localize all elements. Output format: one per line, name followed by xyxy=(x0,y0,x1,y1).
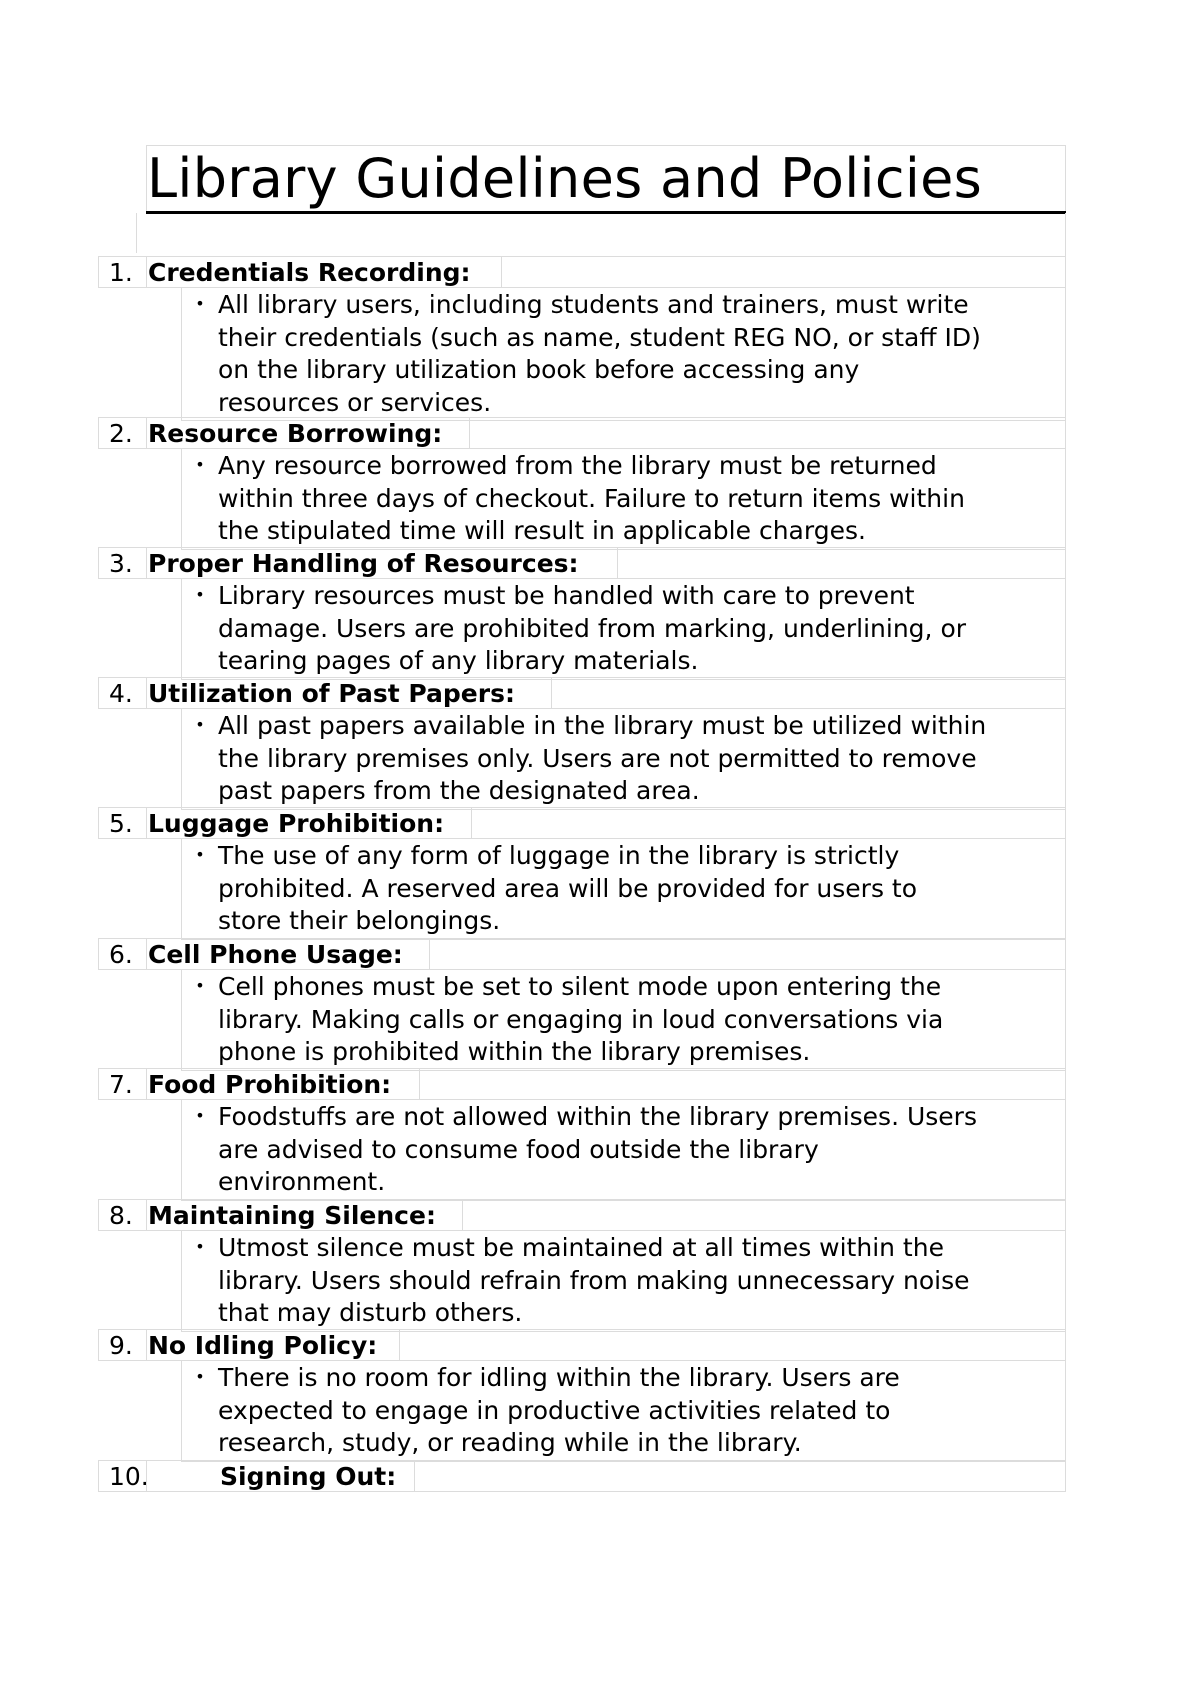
item-text: Utmost silence must be maintained at all times within the library. Users should refrain from making unnecessary noise that may disturb others. xyxy=(218,1233,970,1327)
item-heading: No Idling Policy: xyxy=(148,1331,378,1360)
list-item xyxy=(98,1199,1066,1332)
list-item xyxy=(98,1068,1066,1201)
list-item xyxy=(98,547,1066,680)
item-text: There is no room for idling within the library. Users are expected to engage in productive activities related to research, study, or reading while in the library. xyxy=(218,1363,900,1457)
bullet-icon: • xyxy=(195,845,205,864)
item-number: 4. xyxy=(109,679,133,708)
item-heading-row xyxy=(98,938,1066,970)
item-heading-row xyxy=(98,1460,1066,1492)
item-text: All library users, including students and trainers, must write their credentials (such as name, student REG NO, or staff ID) on the library utilization book before accessing any resources or services. xyxy=(218,290,981,417)
page-title: Library Guidelines and Policies xyxy=(147,147,983,210)
item-heading: Maintaining Silence: xyxy=(148,1201,436,1230)
item-heading: Signing Out: xyxy=(220,1462,397,1491)
item-body-row xyxy=(181,449,1066,550)
item-text: Cell phones must be set to silent mode upon entering the library. Making calls or engaging in loud conversations via phone is prohibited within the library premises. xyxy=(218,972,944,1066)
item-text: Foodstuffs are not allowed within the library premises. Users are advised to consume food outside the library environment. xyxy=(218,1102,977,1196)
item-heading-row xyxy=(98,1199,1066,1231)
item-text: The use of any form of luggage in the library is strictly prohibited. A reserved area will be provided for users to store their belongings. xyxy=(218,841,918,935)
item-number: 7. xyxy=(109,1070,133,1099)
item-heading: Utilization of Past Papers: xyxy=(148,679,515,708)
item-heading-row xyxy=(98,677,1066,709)
item-heading: Resource Borrowing: xyxy=(148,419,443,448)
item-number: 2. xyxy=(109,419,133,448)
item-number: 10. xyxy=(109,1462,149,1491)
bullet-icon: • xyxy=(195,715,205,734)
item-number: 9. xyxy=(109,1331,133,1360)
list-item xyxy=(98,807,1066,940)
item-heading: Credentials Recording: xyxy=(148,258,471,287)
item-number: 3. xyxy=(109,549,133,578)
item-body-row xyxy=(181,1231,1066,1332)
item-text: All past papers available in the library must be utilized within the library premises only. Users are not permitted to remove past papers from the designated area. xyxy=(218,711,987,805)
bullet-icon: • xyxy=(195,1106,205,1125)
item-text: Library resources must be handled with care to prevent damage. Users are prohibited from marking, underlining, or tearing pages of any library materials. xyxy=(218,581,967,675)
list-item xyxy=(98,256,1066,421)
item-body-row xyxy=(181,1100,1066,1201)
item-heading-row xyxy=(98,1068,1066,1100)
item-heading: Food Prohibition: xyxy=(148,1070,392,1099)
list-item xyxy=(98,677,1066,810)
title-box xyxy=(146,145,1066,213)
item-heading-row xyxy=(98,807,1066,839)
empty-paragraph-box xyxy=(136,213,1066,257)
item-body-row xyxy=(181,1361,1066,1462)
bullet-icon: • xyxy=(195,294,205,313)
item-heading-row xyxy=(98,256,1066,288)
item-body-row xyxy=(181,709,1066,810)
item-heading: Cell Phone Usage: xyxy=(148,940,403,969)
item-number: 8. xyxy=(109,1201,133,1230)
item-number: 6. xyxy=(109,940,133,969)
bullet-icon: • xyxy=(195,1367,205,1386)
item-heading: Luggage Prohibition: xyxy=(148,809,445,838)
item-number: 1. xyxy=(109,258,133,287)
item-heading-row xyxy=(98,1329,1066,1361)
item-body-row xyxy=(181,839,1066,940)
item-body-row xyxy=(181,579,1066,680)
item-text: Any resource borrowed from the library must be returned within three days of checkout. Failure to return items within the stipulated time will result in applicable charges. xyxy=(218,451,965,545)
bullet-icon: • xyxy=(195,1237,205,1256)
item-body-row xyxy=(181,970,1066,1071)
list-item xyxy=(98,1460,1066,1492)
list-item xyxy=(98,938,1066,1071)
list-item xyxy=(98,1329,1066,1462)
bullet-icon: • xyxy=(195,455,205,474)
item-heading-row xyxy=(98,417,1066,449)
item-heading: Proper Handling of Resources: xyxy=(148,549,579,578)
bullet-icon: • xyxy=(195,585,205,604)
item-heading-row xyxy=(98,547,1066,579)
item-number: 5. xyxy=(109,809,133,838)
list-item xyxy=(98,417,1066,550)
item-body-row xyxy=(181,288,1066,421)
bullet-icon: • xyxy=(195,976,205,995)
